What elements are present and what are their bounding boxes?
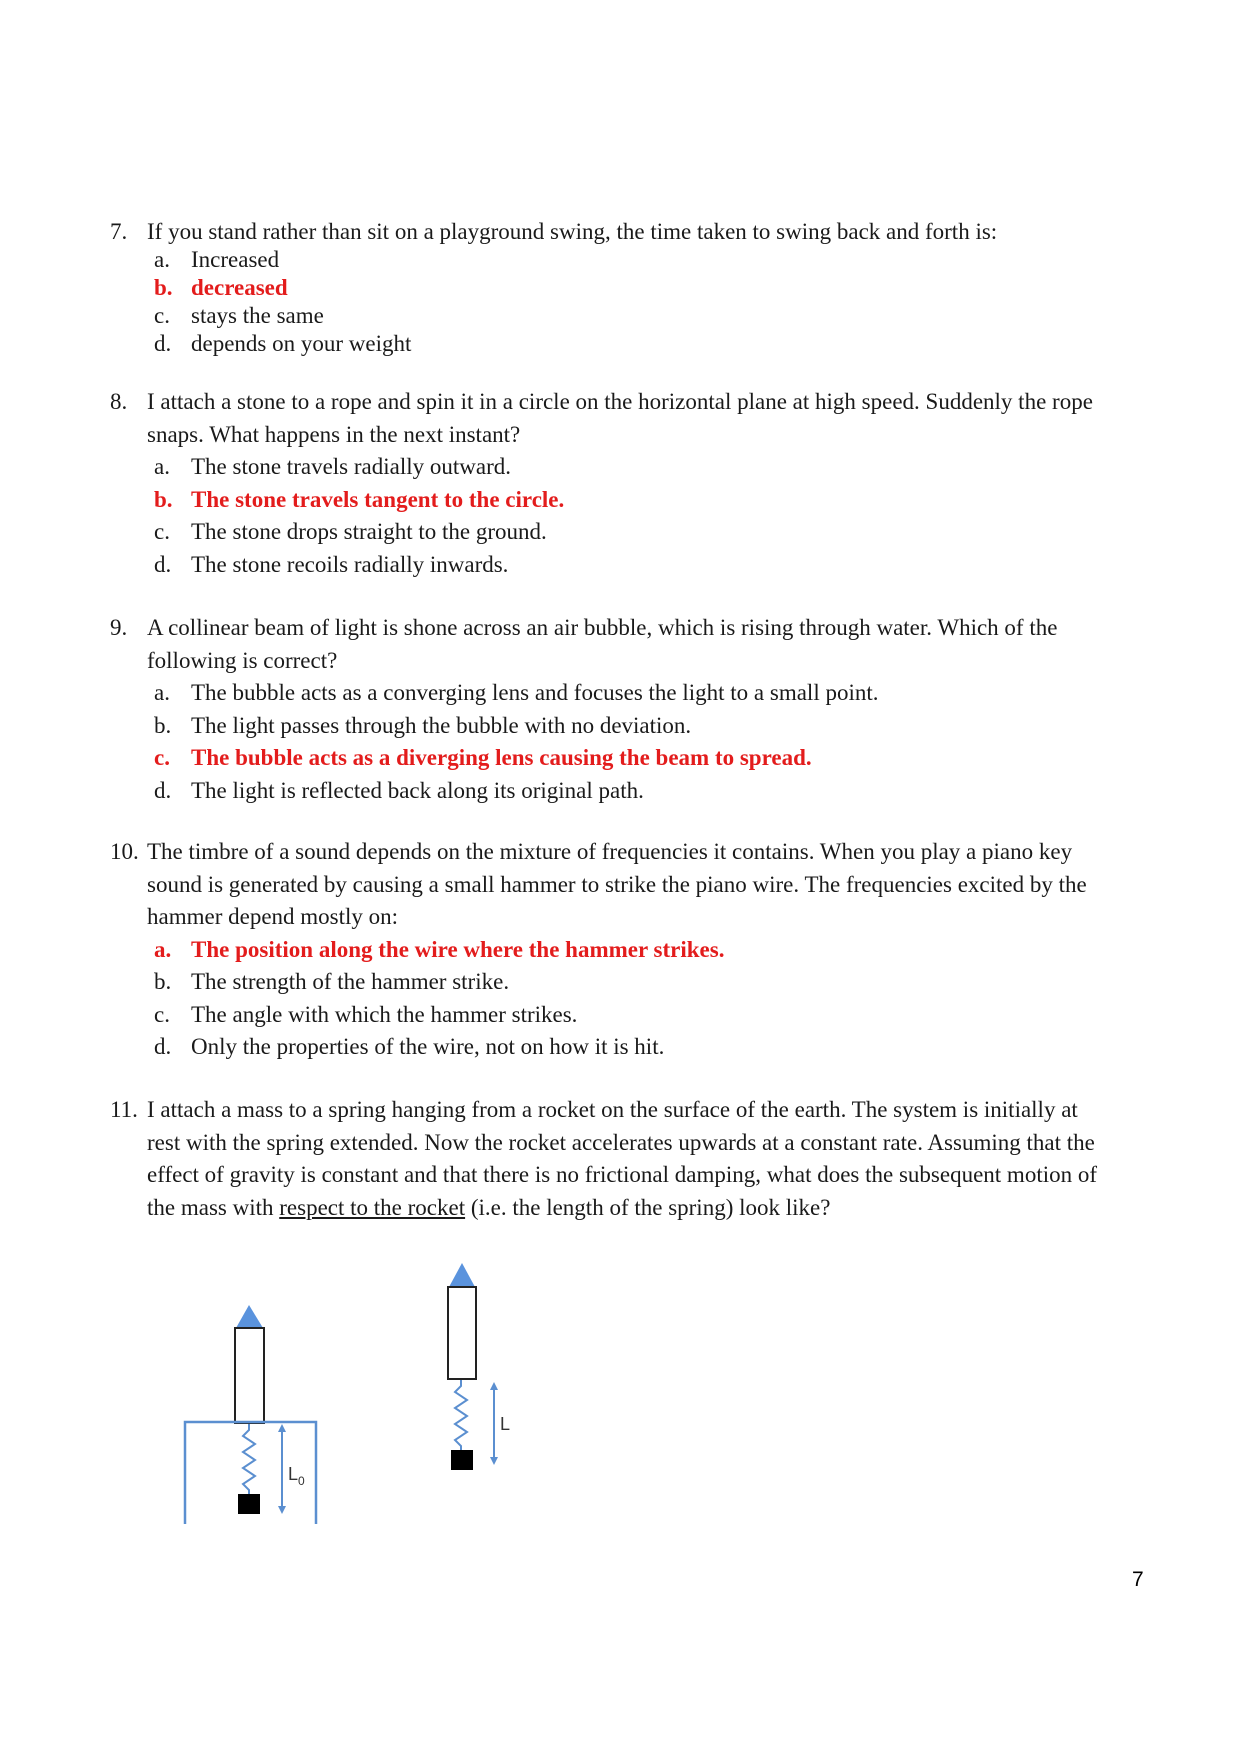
label-l0-subscript: 0 <box>298 1474 305 1488</box>
page-number: 7 <box>1132 1568 1144 1591</box>
option-text: The stone drops straight to the ground. <box>191 519 547 544</box>
option-text: The stone travels tangent to the circle. <box>191 486 565 512</box>
option-text: The light is reflected back along its original path. <box>191 777 644 803</box>
arrowhead-up <box>490 1382 498 1390</box>
option-text: The stone travels radially outward. <box>191 454 511 479</box>
label-l0-main: L <box>288 1464 299 1484</box>
question-number: 9. <box>110 615 128 640</box>
question-number: 7. <box>110 219 128 244</box>
arrowhead-down <box>490 1457 498 1465</box>
option-letter: a. <box>154 936 172 962</box>
option-text: The strength of the hammer strike. <box>191 969 510 994</box>
rocket-tip <box>236 1305 263 1328</box>
option-text: stays the same <box>191 303 324 328</box>
question-text: I attach a stone to a rope and spin it in a circle on the horizontal plane at high speed. Suddenly the rope snaps. What happens in the next instant? <box>147 389 1093 447</box>
spring <box>455 1380 467 1450</box>
mass-block <box>451 1450 473 1470</box>
option-letter: b. <box>154 712 172 738</box>
question-number: 10. <box>110 839 139 864</box>
option-letter: a. <box>154 454 170 479</box>
option-text: The light passes through the bubble with no deviation. <box>191 712 692 738</box>
question-text-part: (i.e. the length of the spring) look like? <box>465 1194 831 1220</box>
option-text: The stone recoils radially inwards. <box>191 551 509 577</box>
option-text: The bubble acts as a converging lens and focuses the light to a small point. <box>191 680 879 705</box>
rocket-tip <box>449 1263 475 1287</box>
option-letter: c. <box>154 519 170 544</box>
option-text: The angle with which the hammer strikes. <box>191 1001 578 1027</box>
option-letter: a. <box>154 247 170 272</box>
option-text: The bubble acts as a diverging lens causing the beam to spread. <box>191 745 812 770</box>
question-text: A collinear beam of light is shone across an air bubble, which is rising through water. Which of the following is correct? <box>147 615 1058 673</box>
option-text: depends on your weight <box>191 331 412 356</box>
option-letter: b. <box>154 275 173 300</box>
option-letter: c. <box>154 303 170 328</box>
option-letter: a. <box>154 680 170 705</box>
option-letter: d. <box>154 777 172 803</box>
underlined-phrase: respect to the rocket <box>279 1194 466 1220</box>
question-text-part: I attach a mass to a spring hanging from a rocket on the surface of the earth. The system is initially at rest with the spring extended. Now the rocket accelerates upwards at a constant rate. Assuming that the effect of gravity is constant and that there is no frictional damping, what does the subsequent motion of the mass with <box>147 1097 1098 1220</box>
rocket-accelerating <box>448 1263 510 1470</box>
option-text: decreased <box>191 275 288 300</box>
option-letter: d. <box>154 331 172 356</box>
arrowhead-up <box>278 1424 286 1432</box>
question-number: 8. <box>110 389 128 414</box>
question-text: The timbre of a sound depends on the mixture of frequencies it contains. When you play a piano key sound is generated by causing a small hammer to strike the piano wire. The frequencies excited by the hammer depend mostly on: <box>147 839 1087 929</box>
option-text: Only the properties of the wire, not on how it is hit. <box>191 1034 665 1059</box>
label-l: L <box>500 1414 511 1434</box>
rocket-body <box>448 1287 476 1379</box>
option-letter: b. <box>154 969 172 994</box>
option-letter: c. <box>154 745 170 770</box>
option-letter: b. <box>154 486 173 512</box>
rocket-body <box>235 1328 264 1423</box>
label-l0 <box>288 1464 305 1488</box>
option-letter: d. <box>154 551 172 577</box>
option-letter: d. <box>154 1034 172 1059</box>
option-text: The position along the wire where the hammer strikes. <box>191 936 725 962</box>
rocket-at-rest <box>185 1305 316 1524</box>
arrowhead-down <box>278 1506 286 1514</box>
spring <box>243 1424 255 1494</box>
option-letter: c. <box>154 1001 170 1027</box>
mass-block <box>238 1494 260 1514</box>
question-number: 11. <box>110 1097 138 1122</box>
option-text: Increased <box>191 247 280 272</box>
question-text: If you stand rather than sit on a playground swing, the time taken to swing back and forth is: <box>147 219 998 244</box>
